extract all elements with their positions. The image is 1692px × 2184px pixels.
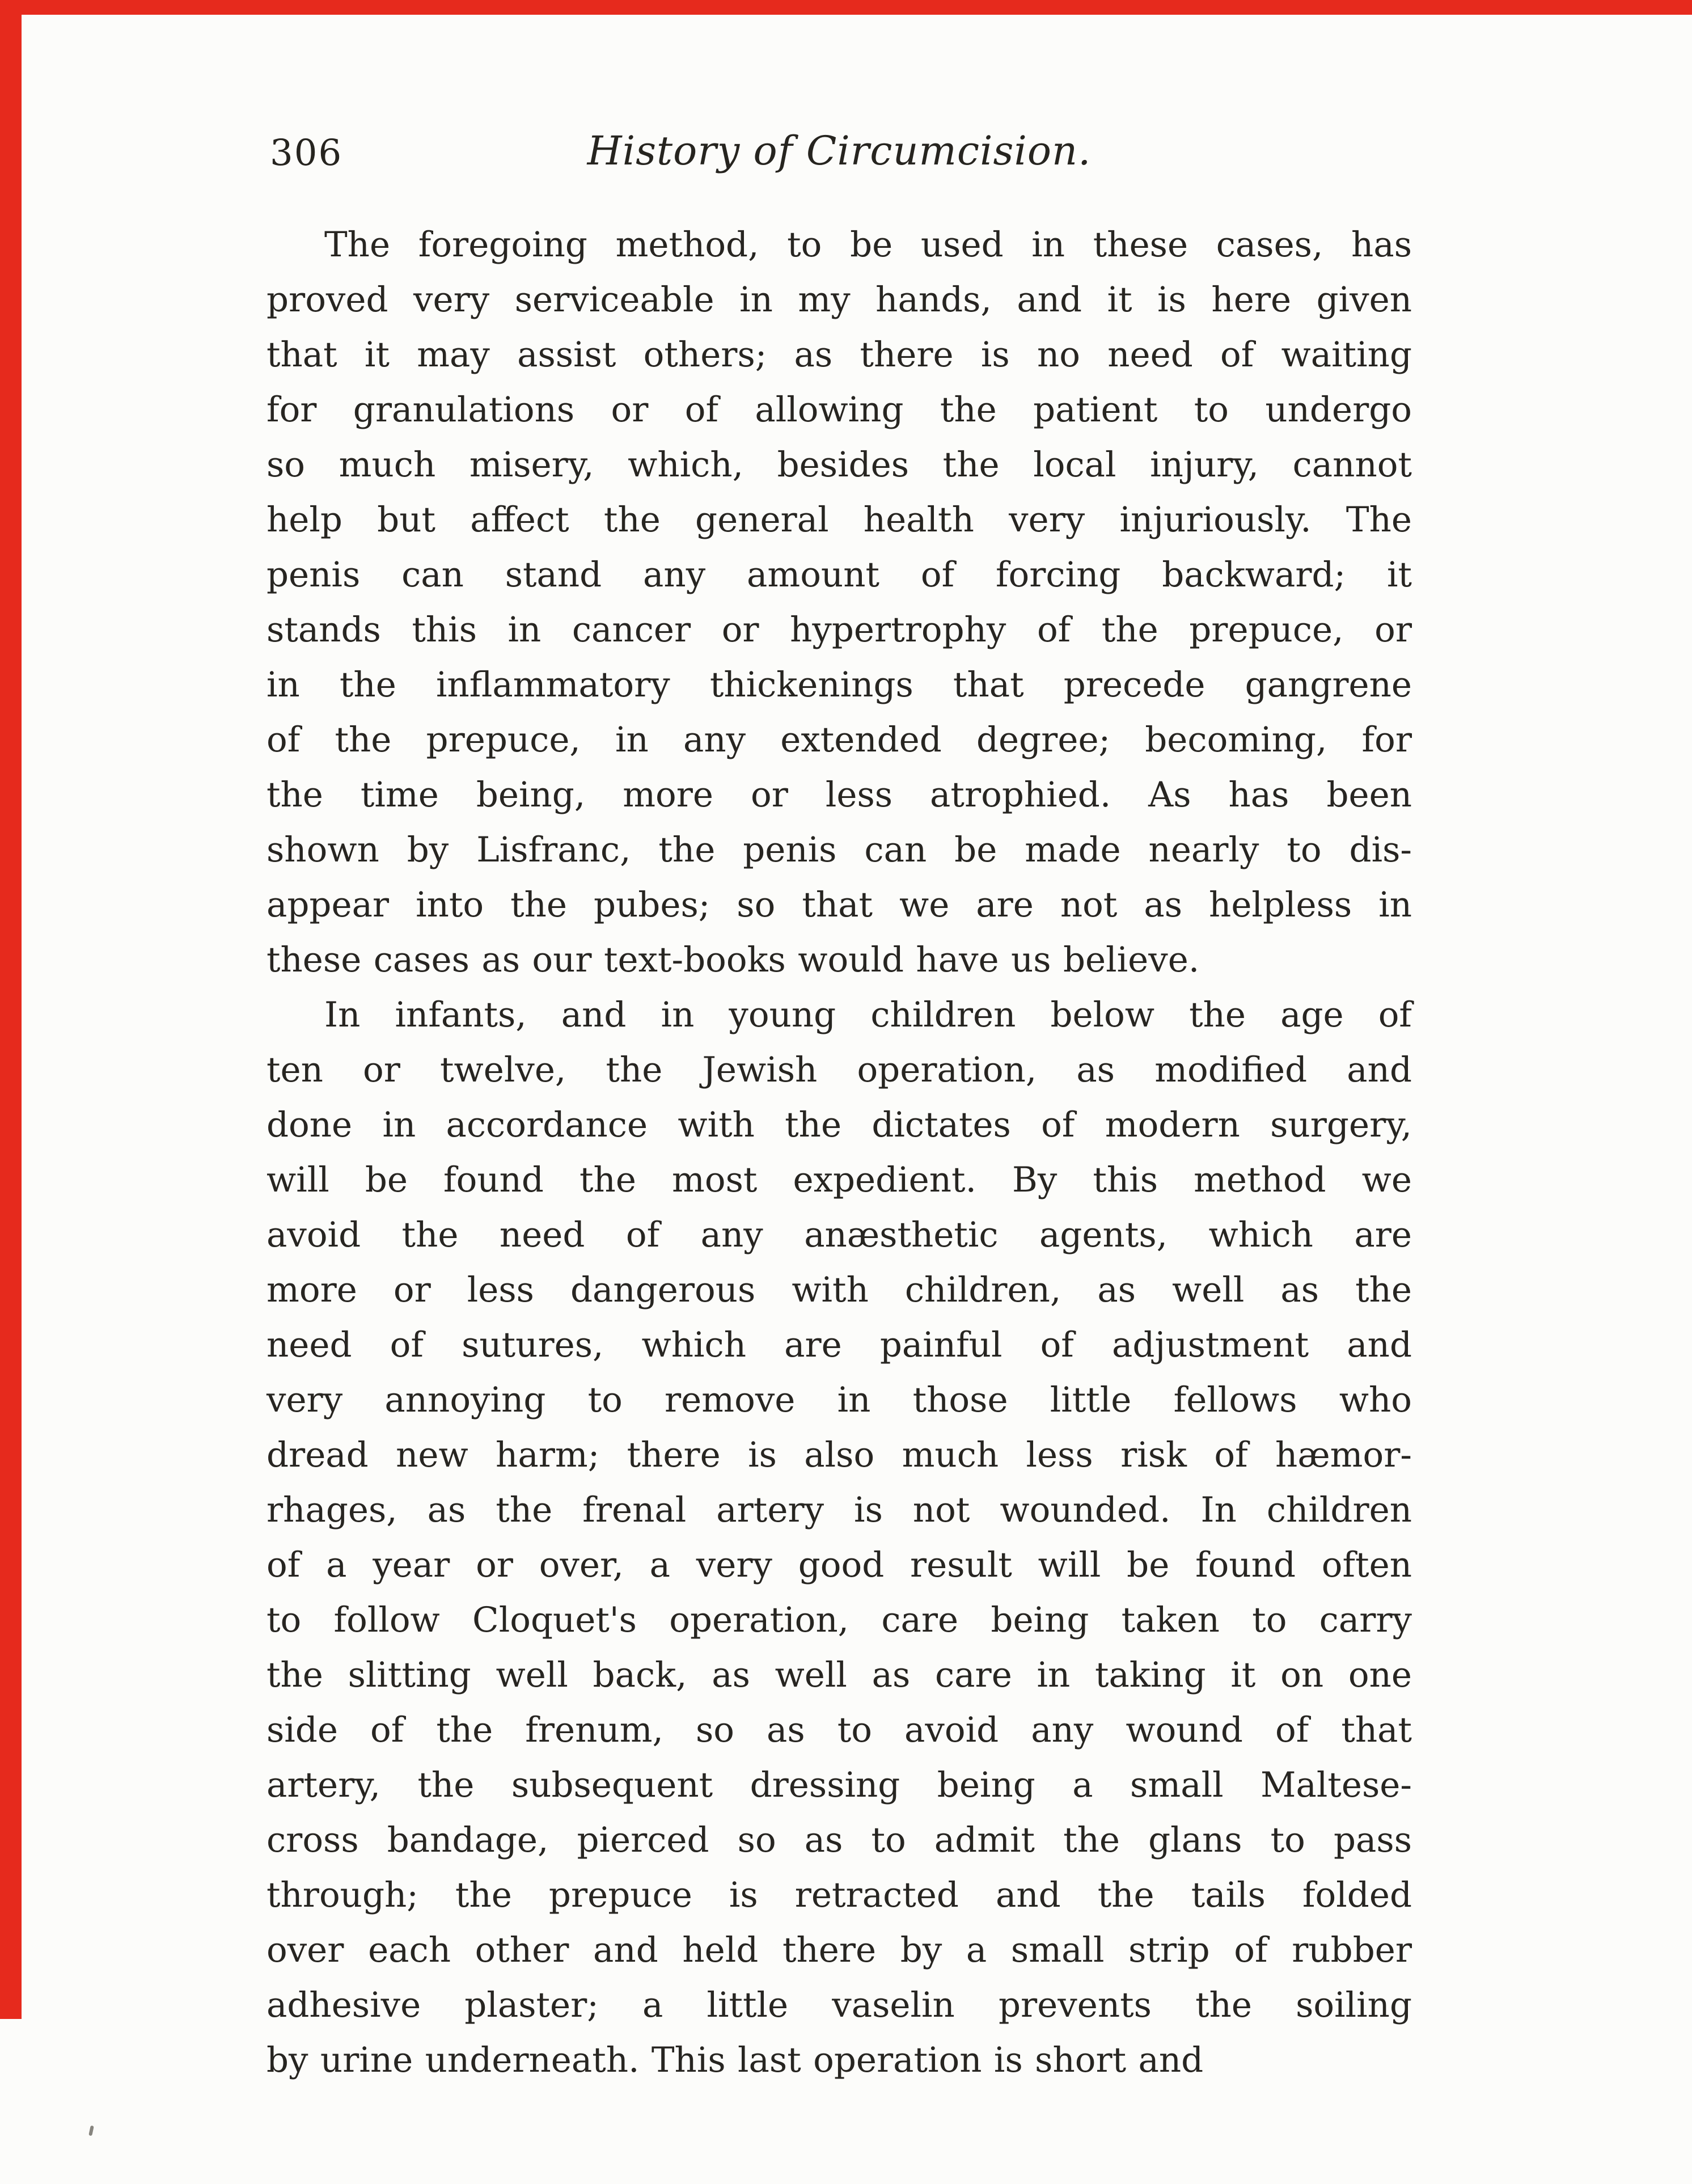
text-line: of the prepuce, in any extended degree; becoming, for [267,720,1412,760]
text-line: done in accordance with the dictates of modern surgery, [267,1105,1412,1145]
text-line: proved very serviceable in my hands, and it is here given [267,280,1412,320]
page-body [267,217,1412,2088]
text-line: so much misery, which, besides the local injury, cannot [267,445,1412,485]
text-line: that it may assist others; as there is no need of waiting [267,335,1412,375]
text-line: stands this in cancer or hypertrophy of the prepuce, or [267,610,1412,650]
text-line: over each other and held there by a small strip of rubber [267,1930,1412,1970]
text-line: appear into the pubes; so that we are not as helpless in [267,885,1412,925]
text-line: side of the frenum, so as to avoid any wound of that [267,1710,1412,1750]
text-line: through; the prepuce is retracted and the tails folded [267,1875,1412,1915]
text-line: by urine underneath. This last operation is short and [267,2040,1204,2080]
text-line: in the inflammatory thickenings that precede gangrene [267,665,1412,705]
text-line: to follow Cloquet's operation, care being taken to carry [267,1600,1412,1640]
text-line: shown by Lisfranc, the penis can be made nearly to dis- [267,830,1412,870]
paragraph [267,217,1412,987]
text-line: for granulations or of allowing the patient to undergo [267,390,1412,430]
page-number: 306 [270,132,343,174]
text-line: dread new harm; there is also much less risk of hæmor- [267,1435,1412,1475]
scan-edge-left [0,0,22,2019]
text-line: very annoying to remove in those little fellows who [267,1380,1412,1420]
text-line: of a year or over, a very good result will be found often [267,1545,1412,1585]
text-line: The foregoing method, to be used in these cases, has [324,225,1412,265]
text-line: ten or twelve, the Jewish operation, as modified and [267,1050,1412,1090]
text-line: will be found the most expedient. By this method we [267,1160,1412,1200]
page-content [267,128,1412,2088]
text-line: these cases as our text-books would have us believe. [267,940,1200,980]
page-header [267,128,1412,184]
text-line: the slitting well back, as well as care in taking it on one [267,1655,1412,1695]
text-line: avoid the need of any anæsthetic agents, which are [267,1215,1412,1255]
scan-edge-top [0,0,1692,15]
text-line: the time being, more or less atrophied. As has been [267,775,1412,815]
text-line: penis can stand any amount of forcing backward; it [267,555,1412,595]
text-line: more or less dangerous with children, as well as the [267,1270,1412,1310]
text-line: In infants, and in young children below the age of [324,995,1412,1035]
text-line: cross bandage, pierced so as to admit the glans to pass [267,1820,1412,1860]
text-line: need of sutures, which are painful of adjustment and [267,1325,1412,1365]
text-line: rhages, as the frenal artery is not wounded. In children [267,1490,1412,1530]
running-title: History of Circumcision. [587,128,1092,174]
text-line: help but affect the general health very injuriously. The [267,500,1412,540]
scan-speck [88,2126,94,2136]
text-line: adhesive plaster; a little vaselin prevents the soiling [267,1985,1412,2025]
text-line: artery, the subsequent dressing being a small Maltese- [267,1765,1412,1805]
paragraph [267,987,1412,2088]
